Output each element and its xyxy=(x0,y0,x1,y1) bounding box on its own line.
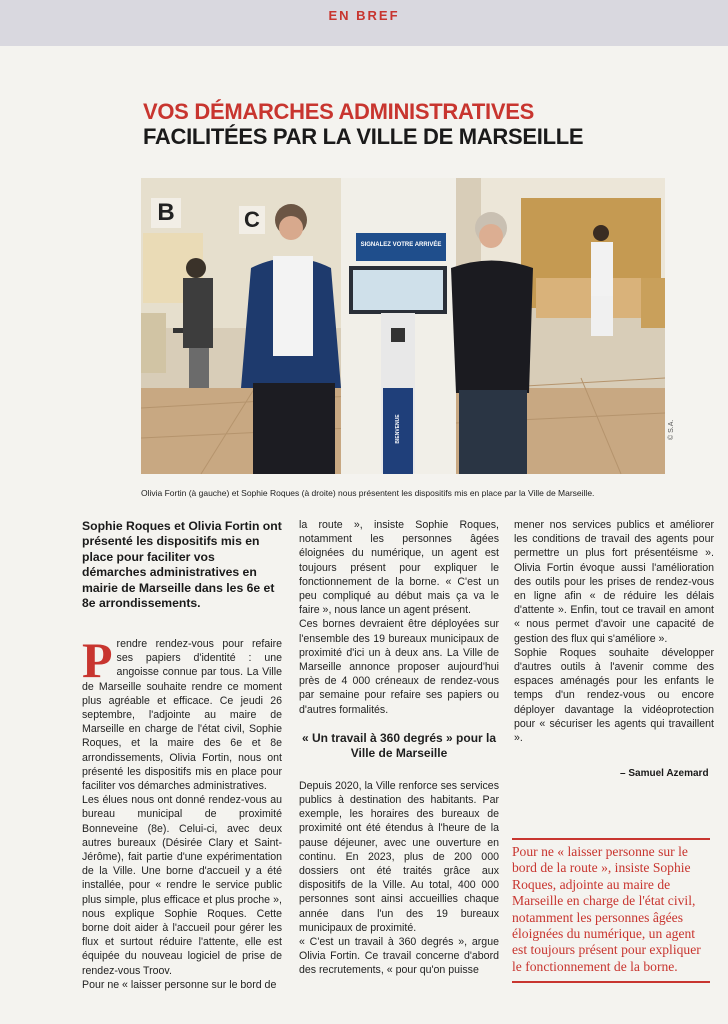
author-signature: – Samuel Azemard xyxy=(620,768,709,779)
pull-quote xyxy=(512,844,710,975)
kiosk-header-label: SIGNALEZ VOTRE ARRIVÉE xyxy=(360,242,442,248)
article-title xyxy=(143,99,583,149)
column-2 xyxy=(299,518,499,978)
subheading: « Un travail à 360 degrés » pour la Ville de Marseille xyxy=(301,730,497,760)
paragraph-text: rendre rendez-vous pour refaire ses papiers d'identité : une angoisse connue par tous. La Ville de Marseille souhaite rendre ce moment plus agréable et efficace. Ce jeudi 26 septembre, l'adjointe au maire de Marseille en charge de l'état civil, Sophie Roques, et la maire des 6e et 8e arrondissements, Olivia Fortin, nous ont présenté les dispositifs mis en place pour faciliter vos démarches administratives. xyxy=(82,638,282,793)
paragraph: mener nos services publics et améliorer les conditions de travail des agents pour permettre un plus fort présentéisme ». Olivia Fortin évoque aussi l'amélioration des outils pour les prises de rendez-vous en ligne afin « de réduire les délais d'attente ». Enfin, tout ce travail en amont « nous permet d'avoir une capacité de gestion des flux qui s'améliore ». xyxy=(514,519,714,645)
paragraph: Ces bornes devraient être déployées sur l'ensemble des 19 bureaux municipaux de proximité d'ici un à deux ans. La Ville de Marseille annonce proposer aujourd'hui près de 4 000 créneaux de rendez-vous par semaine pour refaire ses papiers ou d'autres formalités. xyxy=(299,618,499,716)
photo-caption: Olivia Fortin (à gauche) et Sophie Roques (à droite) nous présentent les dispositifs mis en place par la Ville de Marseille. xyxy=(141,488,595,498)
section-kicker: EN BREF xyxy=(328,8,400,23)
title-line-2: FACILITÉES PAR LA VILLE DE MARSEILLE xyxy=(143,124,584,149)
paragraph: « C'est un travail à 360 degrés », argue Olivia Fortin. Ce travail concerne d'abord des recrutements, « pour qu'on puisse xyxy=(299,936,499,977)
sign-letter-c: C xyxy=(239,206,265,234)
sign-letter-b: B xyxy=(151,198,181,228)
column-1 xyxy=(82,632,282,992)
article-lead: Sophie Roques et Olivia Fortin ont présenté les dispositifs mis en place pour faciliter vos démarches administratives en mairie de Marseille dans les 6e et 8e arrondissements. xyxy=(82,519,282,611)
photo-credit: © S.A. xyxy=(668,419,675,440)
pull-quote-top-rule xyxy=(512,838,710,840)
header-band xyxy=(0,0,728,46)
paragraph xyxy=(82,632,282,793)
kiosk-welcome-label: BIENVENUE xyxy=(395,414,401,444)
drop-cap: P xyxy=(82,632,113,688)
paragraph: la route », insiste Sophie Roques, notamment les personnes âgées éloignées du numérique, un agent est toujours présent pour expliquer le fonctionnement de la borne. « C'est un peu compliqué au début mais ça va le faire », nous lance un agent présent. xyxy=(299,519,499,617)
article-photo xyxy=(141,178,665,474)
paragraph: Depuis 2020, la Ville renforce ses services publics à destination des habitants. Par exemple, les horaires des bureaux de proximité ont été étendus à l'heure de la pause déjeuner, avec une ouverture en continu. En 2023, plus de 200 000 dossiers ont été traités grâce aux dispositifs de la Ville. Au total, 400 000 personnes sont ainsi accueillies chaque année dans l'un des 19 bureaux municipaux de proximité. xyxy=(299,779,499,934)
pull-quote-bottom-rule xyxy=(512,981,710,983)
paragraph: Les élues nous ont donné rendez-vous au bureau municipal de proximité Bonneveine (8e). Celui-ci, avec deux autres bureaux (Désirée Clary et Saint-Jérôme), fait partie d'une expérimentation de la Ville. Une borne d'accueil y a été installée, pour « rendre le service public plus simple, plus efficace et plus proche », nous explique Sophie Roques. Cette borne doit aider à l'accueil pour gérer les flux et surtout réduire l'attente, elle est équipée du nouveau logiciel de prise de rendez-vous Troov. xyxy=(82,794,282,977)
pull-quote-text: Pour ne « laisser personne sur le bord de la route », insiste Sophie Roques, adjointe au maire de Marseille en charge de l'état civil, notamment les personnes âgées éloignées du numérique, un agent est toujours présent pour expliquer le fonctionnement de la borne. xyxy=(512,844,701,974)
column-3 xyxy=(514,518,714,745)
paragraph: Pour ne « laisser personne sur le bord de xyxy=(82,978,277,991)
photo-illustration xyxy=(141,178,665,474)
title-line-1: VOS DÉMARCHES ADMINISTRATIVES xyxy=(143,99,534,124)
paragraph: Sophie Roques souhaite développer d'autres outils à l'avenir comme des espaces aménagés pour les enfants le temps d'un rendez-vous ou encore déployer davantage la vidéoprotection pour « sécuriser les agents qui travaillent ». xyxy=(514,646,714,745)
